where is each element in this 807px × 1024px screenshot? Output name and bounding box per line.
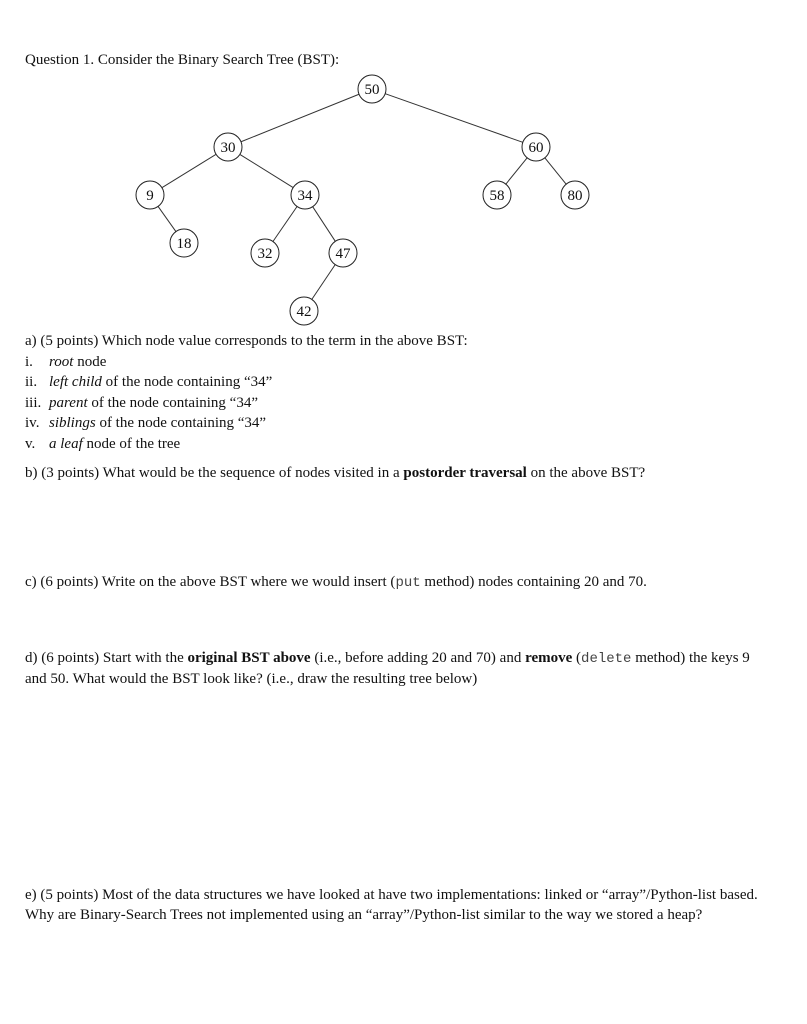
part-d-mid2: (: [572, 650, 582, 666]
tree-edge-30-9: [162, 154, 216, 187]
node-label: 30: [220, 140, 236, 156]
part-a-item-3: [25, 393, 258, 413]
node-label: 80: [567, 188, 583, 204]
tree-edge-50-30: [241, 94, 359, 142]
item-rest: of the node containing “34”: [101, 374, 273, 390]
node-label: 18: [176, 236, 192, 252]
tree-node-30: [214, 133, 242, 161]
part-d-pre: d) (6 points) Start with the: [25, 650, 188, 666]
part-c-pre: c) (6 points) Write on the above BST where we would insert (: [25, 574, 396, 590]
node-label: 9: [146, 188, 154, 204]
tree-node-18: [170, 229, 198, 257]
part-d-bold1: original BST above: [187, 650, 311, 666]
part-b-question: [25, 463, 645, 483]
part-a-item-5: [25, 434, 180, 454]
tree-edge-60-80: [545, 158, 566, 184]
tree-node-47: [329, 239, 357, 267]
tree-node-32: [251, 239, 279, 267]
tree-node-42: [290, 297, 318, 325]
bst-diagram: [0, 0, 807, 330]
part-b-pre: b) (3 points) What would be the sequence of nodes visited in a: [25, 465, 404, 481]
part-b-bold: postorder traversal: [403, 465, 527, 481]
part-a-item-4: [25, 413, 266, 433]
item-term: a leaf: [49, 436, 83, 452]
item-term: parent: [49, 395, 88, 411]
part-c-post: method) nodes containing 20 and 70.: [420, 574, 647, 590]
part-c-code: put: [395, 575, 421, 591]
node-label: 47: [335, 246, 351, 262]
tree-edge-34-47: [313, 207, 336, 242]
node-label: 32: [257, 246, 273, 262]
tree-edge-30-34: [240, 154, 293, 187]
node-label: 60: [528, 140, 544, 156]
part-a-item-2: [25, 372, 272, 392]
item-term: siblings: [49, 415, 96, 431]
part-d-mid: (i.e., before adding 20 and 70) and: [310, 650, 526, 666]
item-number: i.: [25, 354, 33, 370]
part-d-code: delete: [581, 651, 632, 667]
node-label: 50: [364, 82, 380, 98]
item-number: iii.: [25, 395, 42, 411]
tree-node-9: [136, 181, 164, 209]
node-label: 34: [297, 188, 313, 204]
node-label: 42: [296, 304, 312, 320]
part-e-question: e) (5 points) Most of the data structures we have looked at have two implementations: linked or “array”/Python-list based. Why are Binary-Search Trees not implemented using an “array”/Python-list similar to the way we stored a heap?: [25, 887, 758, 923]
tree-node-80: [561, 181, 589, 209]
tree-edge-9-18: [158, 206, 176, 231]
item-number: iv.: [25, 415, 40, 431]
item-rest: node: [73, 354, 107, 370]
item-number: ii.: [25, 374, 38, 390]
part-d-post: method) the keys 9 and 50. What would the BST look like? (i.e., draw the resulting tree below): [25, 650, 750, 687]
item-rest: of the node containing “34”: [87, 395, 258, 411]
part-d-question: [25, 648, 775, 689]
tree-edge-47-42: [312, 265, 335, 300]
tree-node-58: [483, 181, 511, 209]
item-term: left child: [49, 374, 102, 390]
part-b-post: on the above BST?: [526, 465, 646, 481]
part-c-question: [25, 572, 647, 593]
part-a-item-1: [25, 352, 106, 372]
part-a-prompt: a) (5 points) Which node value corresponds to the term in the above BST:: [25, 333, 468, 349]
node-label: 58: [489, 188, 505, 204]
item-rest: node of the tree: [82, 436, 181, 452]
tree-edge-60-58: [506, 158, 527, 184]
tree-node-34: [291, 181, 319, 209]
item-rest: of the node containing “34”: [95, 415, 267, 431]
tree-edge-34-32: [273, 207, 297, 242]
item-number: v.: [25, 436, 36, 452]
item-term: root: [49, 354, 74, 370]
tree-node-60: [522, 133, 550, 161]
tree-edge-50-60: [385, 94, 523, 143]
tree-node-50: [358, 75, 386, 103]
question-title: Question 1. Consider the Binary Search Tree (BST):: [25, 52, 340, 68]
part-d-bold2: remove: [525, 650, 573, 666]
